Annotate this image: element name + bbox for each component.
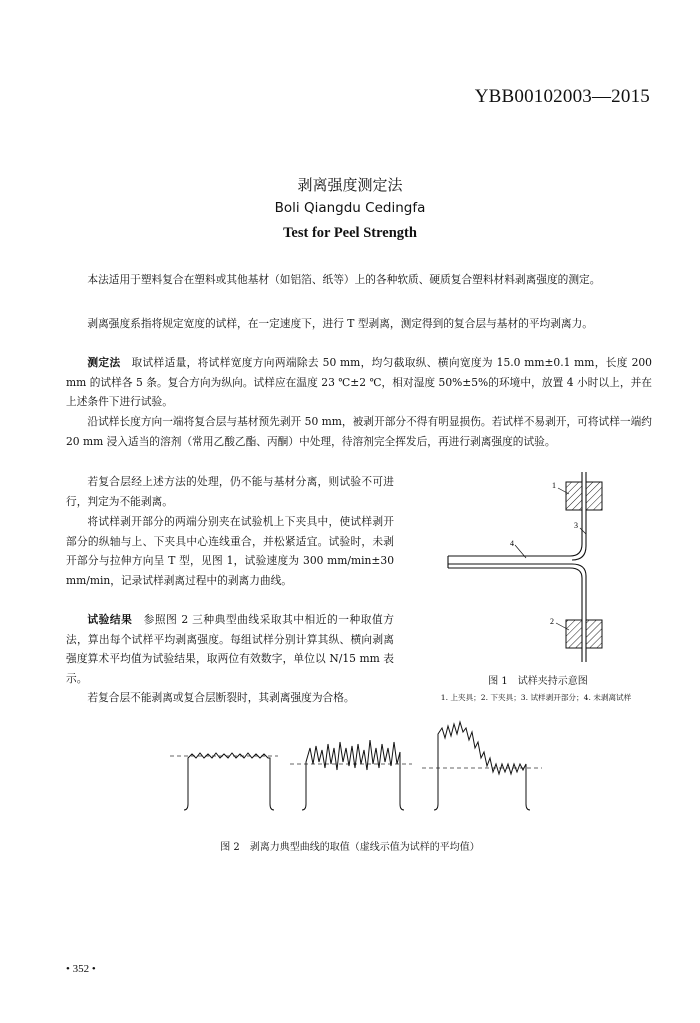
- paragraph-clamping: 将试样剥开部分的两端分别夹在试验机上下夹具中，使试样剥开部分的纵轴与上、下夹具中心连线重合，并松紧适宜。试验时，未剥开部分与拉伸方向呈 T 型，见图 1，试验速度为 300 mm/min±30 mm/min，记录试样剥离过程中的剥离力曲线。: [66, 515, 394, 587]
- curve-peak-drop-trace: [434, 722, 530, 810]
- curve-peak-drop: [422, 722, 542, 810]
- paragraph-method: [66, 353, 652, 412]
- page-number: • 352 •: [66, 963, 96, 975]
- results-text: 参照图 2 三种典型曲线采取其中相近的一种取值方法，算出每个试样平均剥离强度。每组试样分别计算其纵、横向剥离强度算术平均值为试验结果，取两位有效数字，单位以 N/15 mm 表示。: [66, 613, 394, 685]
- paragraph-definition: 剥离强度系指将规定宽度的试样，在一定速度下，进行 T 型剥离，测定得到的复合层与基材的平均剥离力。: [87, 317, 593, 330]
- results-heading: 试验结果: [87, 613, 133, 626]
- peeled-strip-lower: [448, 564, 586, 662]
- figure1-label-3: 3: [574, 521, 578, 530]
- paragraph-pre-peel: 沿试样长度方向一端将复合层与基材预先剥开 50 mm，被剥开部分不得有明显损伤。若试样不易剥开，可将试样一端约 20 mm 浸入适当的溶剂（常用乙酸乙酯、丙酮）中处理，待溶剂完全挥发后，再进行剥离强度的试验。: [66, 415, 652, 448]
- paragraph-scope: 本法适用于塑料复合在塑料或其他基材（如铝箔、纸等）上的各种软质、硬质复合塑料材料剥离强度的测定。: [87, 273, 601, 286]
- standard-code: YBB00102003—2015: [474, 86, 650, 107]
- title-pinyin: Boli Qiangdu Cedingfa: [274, 200, 426, 216]
- paragraph-results: [66, 610, 394, 688]
- figure1-legend: 1. 上夹具；2. 下夹具；3. 试样剥开部分；4. 未剥离试样: [440, 693, 632, 702]
- figure1-label-4: 4: [510, 539, 514, 548]
- upper-clamp-right: [586, 482, 602, 510]
- figure2-curves: [170, 718, 550, 818]
- figure1-diagram: [440, 472, 640, 662]
- lower-clamp-left: [566, 620, 582, 648]
- paragraph-cannot-peel: 若复合层经上述方法的处理，仍不能与基材分离，则试验不可进行，判定为不能剥离。: [66, 475, 394, 508]
- curve-flat: [170, 753, 278, 810]
- curve-oscillating: [290, 740, 412, 810]
- figure1-label-1: 1: [552, 481, 556, 490]
- curve-oscillating-trace: [302, 740, 404, 810]
- method-heading: 测定法: [87, 356, 121, 369]
- lower-clamp-right: [586, 620, 602, 648]
- curve-flat-trace: [184, 753, 274, 810]
- title-english: Test for Peel Strength: [283, 225, 417, 241]
- paragraph-pass: 若复合层不能剥离或复合层断裂时，其剥离强度为合格。: [87, 691, 355, 704]
- method-text: 取试样适量，将试样宽度方向两端除去 50 mm，均匀截取纵、横向宽度为 15.0 mm±0.1 mm，长度 200 mm 的试样各 5 条。复合方向为纵向。试样应在温度 23 ℃±2 ℃，相对湿度 50%±5%的环境中，放置 4 小时以上，并在上述条件下进行试验。: [66, 356, 652, 408]
- peeled-strip-upper: [448, 472, 582, 556]
- figure1-label-2: 2: [550, 617, 554, 626]
- upper-clamp-left: [566, 482, 582, 510]
- figure2-caption: 图 2 剥离力典型曲线的取值（虚线示值为试样的平均值）: [220, 842, 480, 853]
- title-chinese: 剥离强度测定法: [297, 176, 403, 194]
- figure1-caption: 图 1 试样夹持示意图: [488, 676, 588, 687]
